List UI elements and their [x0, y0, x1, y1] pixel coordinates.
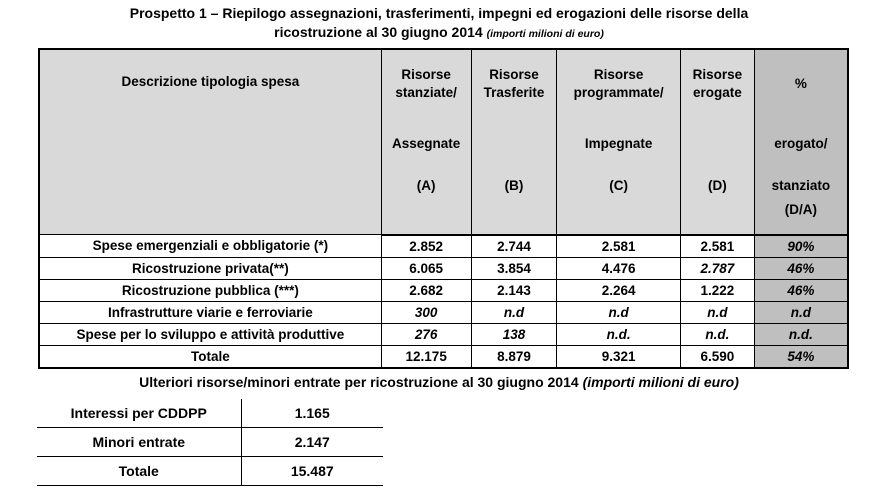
total-d: 6.590 — [681, 345, 755, 368]
cell-a: 300 — [381, 301, 471, 323]
header-description: Descrizione tipologia spesa — [39, 49, 381, 235]
title-date-text: ricostruzione al 30 giugno 2014 — [274, 24, 483, 40]
total-c: 9.321 — [557, 345, 681, 368]
secondary-label: Interessi per CDDPP — [37, 399, 241, 428]
cell-a: 6.065 — [381, 257, 471, 279]
cell-pct: 46% — [754, 279, 848, 301]
secondary-unit-note: (importi milioni di euro) — [582, 374, 739, 390]
secondary-total-row — [37, 457, 383, 486]
cell-c: 2.264 — [557, 279, 681, 301]
secondary-total-value: 15.487 — [241, 457, 383, 486]
secondary-value: 2.147 — [241, 428, 383, 457]
header-c-code: (C) — [557, 169, 681, 202]
secondary-table-title — [0, 374, 878, 390]
title-unit-note: (importi milioni di euro) — [486, 28, 604, 40]
total-a: 12.175 — [381, 345, 471, 368]
header-c-top: Risorse programmate/ — [557, 49, 681, 117]
header-c-mid: Impegnate — [557, 117, 681, 169]
table-title-line1: Prospetto 1 – Riepilogo assegnazioni, trasferimenti, impegni ed erogazioni delle risorse della — [129, 5, 749, 21]
row-description: Infrastrutture viarie e ferroviarie — [39, 301, 381, 323]
cell-c: 2.581 — [557, 235, 681, 258]
cell-b: 3.854 — [471, 257, 557, 279]
secondary-table — [37, 399, 383, 486]
header-a-code: (A) — [381, 169, 471, 202]
table-row — [39, 301, 848, 323]
cell-d: n.d — [681, 301, 755, 323]
row-description: Ricostruzione pubblica (***) — [39, 279, 381, 301]
total-pct: 54% — [754, 345, 848, 368]
header-b-top: Risorse Trasferite — [471, 49, 557, 117]
header-b-mid — [471, 117, 557, 169]
cell-pct: 46% — [754, 257, 848, 279]
summary-table — [38, 48, 849, 369]
cell-pct: 90% — [754, 235, 848, 258]
header-a-blank — [381, 202, 471, 234]
header-d-top: Risorse erogate — [681, 49, 755, 117]
table-row — [39, 257, 848, 279]
cell-d: n.d. — [681, 323, 755, 345]
header-b-blank — [471, 202, 557, 234]
cell-a: 2.682 — [381, 279, 471, 301]
header-pct-code: (D/A) — [754, 202, 848, 234]
row-description: Spese per lo sviluppo e attività produttive — [39, 323, 381, 345]
table-row — [39, 323, 848, 345]
cell-b: 2.744 — [471, 235, 557, 258]
header-d-code: (D) — [681, 169, 755, 202]
header-a-top: Risorse stanziate/ — [381, 49, 471, 117]
header-pct-bot: stanziato — [754, 169, 848, 202]
cell-c: n.d — [557, 301, 681, 323]
cell-a: 276 — [381, 323, 471, 345]
table-row — [39, 279, 848, 301]
row-description: Ricostruzione privata(**) — [39, 257, 381, 279]
cell-a: 2.852 — [381, 235, 471, 258]
table-title-line2 — [0, 23, 878, 44]
header-d-blank — [681, 202, 755, 234]
header-a-mid: Assegnate — [381, 117, 471, 169]
cell-c: 4.476 — [557, 257, 681, 279]
header-c-blank — [557, 202, 681, 234]
header-b-code: (B) — [471, 169, 557, 202]
total-b: 8.879 — [471, 345, 557, 368]
cell-pct: n.d. — [754, 323, 848, 345]
secondary-value: 1.165 — [241, 399, 383, 428]
secondary-total-label: Totale — [37, 457, 241, 486]
cell-c: n.d. — [557, 323, 681, 345]
cell-b: 2.143 — [471, 279, 557, 301]
secondary-row — [37, 428, 383, 457]
cell-d: 2.787 — [681, 257, 755, 279]
cell-d: 1.222 — [681, 279, 755, 301]
total-label: Totale — [39, 345, 381, 368]
total-row — [39, 345, 848, 368]
header-pct-mid: erogato/ — [754, 117, 848, 169]
secondary-label: Minori entrate — [37, 428, 241, 457]
cell-b: n.d — [471, 301, 557, 323]
secondary-row — [37, 399, 383, 428]
cell-pct: n.d — [754, 301, 848, 323]
cell-b: 138 — [471, 323, 557, 345]
header-d-mid — [681, 117, 755, 169]
table-row — [39, 235, 848, 258]
header-pct-top: % — [754, 49, 848, 117]
secondary-title-text: Ulteriori risorse/minori entrate per ricostruzione al 30 giugno 2014 — [139, 374, 579, 390]
row-description: Spese emergenziali e obbligatorie (*) — [39, 235, 381, 258]
cell-d: 2.581 — [681, 235, 755, 258]
